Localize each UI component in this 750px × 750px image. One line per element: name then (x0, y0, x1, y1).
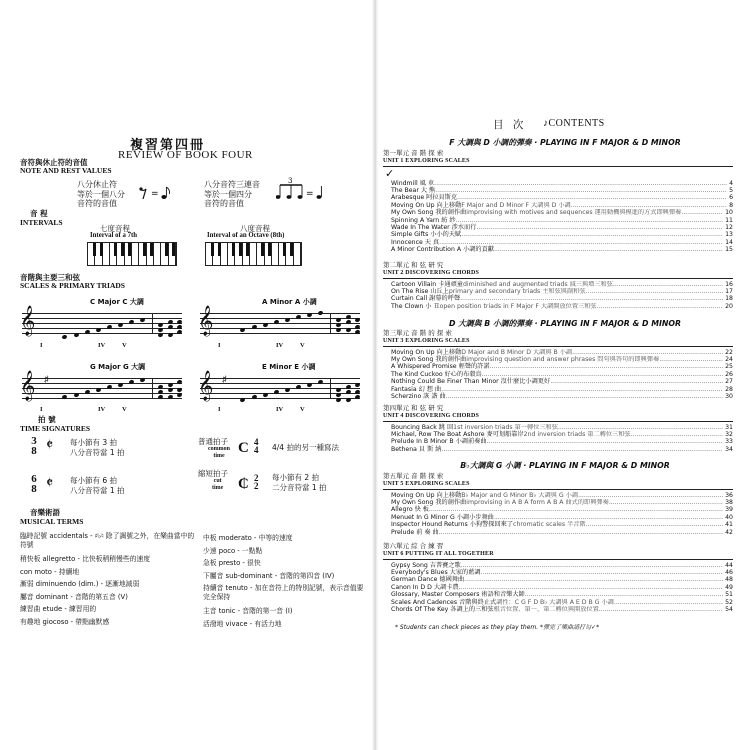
toc-page: 5 (729, 186, 733, 194)
toc-page: 8 (729, 201, 733, 209)
toc-page: 33 (725, 438, 733, 446)
toc-desc (457, 194, 727, 201)
toc-title: Fantasia 幻 想 曲 (391, 385, 442, 393)
toc-row[interactable] (391, 506, 733, 513)
toc-title: Bethena 貝 斯 納 (391, 445, 442, 453)
c-roman-i: I (40, 342, 43, 349)
term-item: 臨時記號 accidentals - ♯♭♮ 除了調號之外，在樂曲當中的符號 (20, 532, 195, 549)
octave-label-en: Interval of an Octave (8th) (207, 232, 285, 239)
seventh-label-en: Interval of a 7th (90, 232, 138, 239)
a-minor-staff (198, 306, 360, 336)
banner-d-major: D 大調與 B 小調的彈奏 · PLAYING IN F MAJOR & D MINOR (448, 319, 682, 328)
sharp-icon: ♯ (44, 374, 49, 384)
toc-title: Glossary, Master Composers 術語和音樂大師 (391, 591, 525, 599)
time-sig-3-8-num: 3 (31, 435, 37, 447)
toc-desc (550, 378, 723, 385)
g-major-staff (20, 371, 182, 401)
term-item: 活潑地 vivace - 有活力地 (203, 619, 282, 628)
e-roman-i: I (218, 406, 221, 413)
toc-desc: F Major and D Minor F 大調與 D 小調 ..... (461, 202, 727, 209)
toc-page: 30 (725, 392, 733, 400)
unit-4-title-zh: 第四單元 和 弦 研 究 (383, 404, 444, 412)
term-item: con moto - 持續地 (20, 567, 80, 576)
toc-page: 10 (725, 209, 733, 217)
unit-3 (383, 330, 733, 400)
toc-desc (441, 386, 723, 393)
time-sig-3-8-den: 8 (31, 445, 37, 457)
terms-column-2 (203, 532, 368, 630)
cut-time-en (212, 478, 223, 492)
toc-desc (464, 576, 723, 583)
toc-desc (434, 180, 727, 187)
unit-4 (383, 405, 733, 453)
note-values-heading-zh: 音符與休止符的音值 (20, 158, 88, 167)
toc-desc (460, 295, 723, 302)
common-time-desc: 4/4 拍的另一種寫法 (272, 443, 339, 452)
toc-row[interactable] (391, 202, 733, 209)
toc-row[interactable] (391, 363, 733, 370)
time-sig-6-8-den: 8 (31, 483, 37, 495)
toc-desc (482, 371, 723, 378)
eighth-rest-line-3: 音符的音值 (77, 199, 117, 208)
toc-page: 34 (725, 445, 733, 453)
term-item: 急板 presto - 很快 (203, 559, 261, 567)
time-sig-6-8-num: 6 (31, 473, 37, 485)
a-roman-i: I (218, 342, 221, 349)
time-3-8-desc-2: 八分音符當 1 拍 (70, 448, 125, 457)
cut-time-en-1: cut (213, 478, 222, 484)
eighth-rest-equals-eighth-icon (137, 185, 183, 201)
unit-1 (383, 150, 733, 254)
unit-5-title-en: UNIT 5 EXPLORING SCALES (383, 480, 470, 487)
toc-row[interactable] (391, 295, 733, 302)
toc-desc (459, 584, 723, 591)
common-time-sig (254, 438, 259, 454)
octave-keyboard (205, 242, 302, 266)
toc-page: 16 (725, 280, 733, 288)
toc-page: 54 (725, 605, 733, 613)
toc-title: Windmill 風 車 (391, 179, 435, 187)
term-item: 少速 poco - 一點點 (203, 546, 263, 555)
toc-page: 14 (725, 238, 733, 246)
cut-time-sig (254, 474, 259, 490)
toc-row[interactable] (391, 599, 733, 606)
toc-row[interactable] (391, 371, 733, 378)
common-time-zh: 普通拍子 (198, 437, 228, 446)
scales-heading-en: SCALES & PRIMARY TRIADS (20, 281, 125, 290)
a-roman-iv: IV (276, 342, 284, 349)
toc-row[interactable] (391, 529, 733, 536)
toc-row[interactable] (391, 303, 733, 310)
time-sig-3-8 (24, 436, 44, 456)
term-item: 練習曲 etude - 練習用的 (20, 605, 97, 613)
seventh-keyboard (87, 242, 177, 266)
triplet-line-3: 音符的音值 (204, 199, 244, 208)
toc-row[interactable] (391, 378, 733, 385)
toc-page: 39 (725, 506, 733, 514)
intervals-heading-zh: 音 程 (30, 209, 48, 218)
cut-time-sig-num: 2 (254, 473, 259, 483)
toc-page: 27 (725, 378, 733, 386)
footnote: * Students can check pieces as they play them. *彈完了樂曲請打勾✓* (395, 624, 600, 631)
term-item: 主音 tonic - 音階的第一音 (I) (203, 607, 293, 615)
toc-title: The Clown 小 丑 (391, 302, 440, 310)
toc-row[interactable] (391, 180, 733, 187)
intervals-heading-en: INTERVALS (20, 218, 63, 227)
cut-time-zh: 縮短拍子 (198, 469, 228, 478)
unit-1-rule (383, 166, 733, 167)
toc-title: Everybody's Blues 大家的藍調 (391, 568, 481, 576)
toc-title: My Own Song 我的創作曲 (391, 355, 467, 363)
treble-clef-icon: 𝄞 (198, 371, 214, 401)
cut-time-desc-1: 每小節有 2 拍 (272, 473, 320, 482)
toc-row[interactable] (391, 194, 733, 201)
terms-heading-en: MUSICAL TERMS (20, 517, 84, 526)
toc-title: Scherzino 詼 諧 曲 (391, 392, 446, 400)
toc-page: 26 (725, 370, 733, 378)
toc-row[interactable] (391, 349, 733, 356)
toc-desc (446, 393, 723, 400)
term-item: 稍快板 allegretto - 比快板稍稍慢些的速度 (20, 555, 151, 563)
toc-title: Chords Of The Key 各調上的三和弦 (391, 605, 494, 613)
toc-title: Menuet In G Minor G 小調小步舞曲 (391, 513, 494, 521)
common-time-sig-num: 4 (254, 437, 259, 447)
toc-row[interactable] (391, 499, 733, 506)
toc-row[interactable] (391, 521, 733, 528)
toc-row[interactable] (391, 209, 733, 216)
unit-4-rule (383, 421, 733, 422)
g-roman-v: V (122, 406, 127, 413)
cut-time-sig-den: 2 (254, 481, 259, 491)
common-time-en-1: common (208, 446, 230, 452)
a-minor-label: A Minor A 小調 (262, 298, 317, 306)
toc-row[interactable] (391, 562, 733, 569)
toc-desc (461, 562, 723, 569)
toc-desc (481, 569, 724, 576)
toc-page: 36 (725, 491, 733, 499)
toc-desc: improvising in A B A form A B A 曲式的即興彈奏 ..... (466, 499, 723, 506)
toc-desc (490, 363, 724, 370)
term-item: 有趣地 giocoso - 帶點幽默感 (20, 617, 110, 626)
toc-page: 32 (725, 430, 733, 438)
triplet-text (204, 180, 260, 209)
toc-title: German Dance 德國舞曲 (391, 576, 465, 584)
toc-page: 6 (729, 194, 733, 202)
toc-desc: 根音位置、第一、第二轉位與開放位置 ..... (494, 606, 724, 613)
review-title-en: REVIEW OF BOOK FOUR (118, 149, 253, 161)
toc-title: Gypsy Song 吉普賽之歌 (391, 561, 461, 569)
toc-page: 24 (725, 355, 733, 363)
banner-f-major: F 大調與 D 小調的彈奏 · PLAYING IN F MAJOR & D MINOR (449, 138, 681, 147)
common-time-sig-den: 4 (254, 445, 259, 455)
toc-desc (476, 224, 723, 231)
triplet-number: 3 (288, 177, 293, 185)
time-3-8-desc-1: 每小節有 3 拍 (70, 438, 118, 447)
terms-column-1 (20, 532, 195, 628)
contents-title-zh: 目 次 (493, 119, 527, 131)
toc-row[interactable] (391, 446, 733, 453)
term-item: 屬音 dominant - 音階的第五音 (V) (20, 592, 128, 601)
toc-title: Moving On Up 向上移動 (391, 348, 462, 356)
toc-desc (494, 246, 723, 253)
unit-1-title-zh: 第一單元 音 階 探 索 (383, 149, 444, 157)
toc-row[interactable] (391, 576, 733, 583)
toc-title: The Bear 大 熊 (391, 186, 436, 194)
time-heading-en: TIME SIGNATURES (20, 424, 91, 433)
unit-3-title-zh: 第三單元 音 階 的 探 索 (383, 329, 452, 337)
treble-clef-icon: 𝄞 (198, 306, 214, 336)
toc-page: 4 (729, 179, 733, 187)
unit-5 (383, 473, 733, 536)
toc-page: 31 (725, 423, 733, 431)
toc-desc (456, 217, 724, 224)
sharp-icon: ♯ (222, 374, 227, 384)
e-roman-v: V (300, 406, 305, 413)
terms-heading-zh: 音樂術語 (30, 508, 60, 517)
toc-row[interactable] (391, 386, 733, 393)
toc-title: A Minor Contribution A 小調的貢獻 (391, 246, 494, 254)
toc-row[interactable] (391, 217, 733, 224)
toc-page: 40 (725, 513, 733, 521)
toc-row[interactable] (391, 438, 733, 445)
eighth-rest-line-2: 等於一個八分 (77, 189, 125, 199)
toc-page: 38 (725, 498, 733, 506)
toc-page: 48 (725, 576, 733, 584)
unit-5-rule (383, 489, 733, 490)
seventh-label-zh: 七度音程 (100, 224, 130, 233)
toc-page: 20 (725, 302, 733, 310)
octave-label-zh: 八度音程 (240, 224, 270, 233)
eighth-rest-text (77, 180, 125, 209)
toc-desc: diminished and augmented triads 減三與增三和弦 ..... (463, 281, 723, 288)
toc-desc: 1st inversion triads 第一轉位三和弦 ..... (453, 424, 723, 431)
toc-title: Innocence 天 真 (391, 238, 440, 246)
unit-2 (383, 262, 733, 310)
toc-title: Canon In D D 大調卡農 (391, 583, 459, 591)
toc-title: Moving On Up 向上移動 (391, 201, 462, 209)
toc-desc: chromatic scales 半音階 ..... (513, 521, 723, 528)
toc-desc (439, 529, 723, 536)
unit-6 (383, 543, 733, 613)
toc-page: 25 (725, 363, 733, 371)
term-item: 持續音 tenuto - 加在音符上的特別記號，表示音值要完全保持 (203, 584, 364, 601)
toc-title: Nothing Could Be Finer Than Minor 沒什麼比小調更好 (391, 378, 551, 386)
g-major-label: G Major G 大調 (90, 363, 146, 371)
toc-row[interactable] (391, 246, 733, 253)
toc-title: Simple Gifts 小小的天賦 (391, 231, 462, 239)
toc-title: Arabesque 阿拉貝斯克 (391, 194, 458, 202)
triplet-equals-quarter-icon (276, 176, 326, 202)
toc-row[interactable] (391, 492, 733, 499)
toc-title: Curtain Call 謝幕的呼聲 (391, 295, 461, 303)
toc-title: Prelude In B Minor B 小調前奏曲 (391, 438, 487, 446)
cut-time-en-2: time (212, 485, 224, 491)
scales-heading-zh: 音階與主要三和弦 (20, 273, 80, 282)
g-roman-iv: IV (98, 406, 106, 413)
toc-title: A Whispered Promise 輕聲的許諾 (391, 363, 490, 371)
term-item: 漸弱 diminuendo (dim.) - 逐漸地減弱 (20, 580, 140, 588)
toc-desc: B♭ Major and G Minor B♭ 大調與 G 小調 ..... (461, 492, 723, 499)
unit-4-title-en: UNIT 4 DISCOVERING CHORDS (383, 412, 480, 419)
toc-desc: D Major and B Minor D 大調與 B 小調 ..... (461, 349, 723, 356)
toc-title: Bouncing Back 跳 回 (391, 423, 454, 431)
toc-row[interactable] (391, 584, 733, 591)
toc-page: 46 (725, 568, 733, 576)
c-roman-iv: IV (98, 342, 106, 349)
unit-2-title-zh: 第二單元 和 弦 研 究 (383, 261, 444, 269)
toc-page: 52 (725, 598, 733, 606)
toc-page: 13 (725, 231, 733, 239)
svg-text:=: = (306, 189, 314, 199)
toc-page: 11 (725, 216, 733, 224)
triplet-line-2: 等於一個四分 (204, 189, 252, 199)
toc-row[interactable] (391, 393, 733, 400)
toc-page: 12 (725, 223, 733, 231)
unit-1-title-en: UNIT 1 EXPLORING SCALES (383, 157, 470, 164)
toc-row[interactable] (391, 591, 733, 598)
toc-page: 22 (725, 348, 733, 356)
toc-page: 15 (725, 246, 733, 254)
toc-page: 49 (725, 583, 733, 591)
toc-title: Spinning A Yarn 紡 紗 (391, 216, 456, 224)
common-time-icon: C (238, 440, 249, 456)
unit-2-rule (383, 278, 733, 279)
unit-5-title-zh: 第五單元 音 階 探 索 (383, 472, 444, 480)
unit-6-title-en: UNIT 6 PUTTING IT ALL TOGETHER (383, 550, 494, 557)
toc-desc: primary and secondary triads 主和弦與副和弦 ..... (449, 288, 723, 295)
toc-desc (429, 506, 723, 513)
contents-title-en: ♪CONTENTS (543, 118, 605, 129)
toc-desc: improvising with motives and sequences 運用動機與模進的方式即興彈奏 ..... (466, 209, 723, 216)
e-roman-iv: IV (276, 406, 284, 413)
cut-time-icon: ₵ (238, 476, 249, 492)
toc-desc: improvising question and answer phrases 問句與答句的即興彈奏 ..... (466, 356, 723, 363)
time-6-8-desc-2: 八分音符當 1 拍 (70, 486, 125, 495)
toc-desc (525, 591, 723, 598)
toc-page: 18 (725, 295, 733, 303)
toc-title: My Own Song 我的創作曲 (391, 209, 467, 217)
common-time-en (208, 446, 230, 460)
toc-page: 44 (725, 561, 733, 569)
c-major-label: C Major C 大調 (90, 298, 144, 306)
toc-desc: 調性：C G F D B♭ 大調與 A E D B G 小調 ..... (496, 599, 723, 606)
right-page (375, 0, 750, 750)
toc-title: Allegro 快 板 (391, 506, 429, 514)
toc-title: Wade In The Water 涉水而行 (391, 223, 477, 231)
unit-3-rule (383, 346, 733, 347)
cut-time-desc-2: 二分音符當 1 拍 (272, 483, 327, 492)
toc-title: Moving On Up 向上移動 (391, 491, 462, 499)
toc-title: Prelude 前 奏 曲 (391, 528, 439, 536)
unit-3-title-en: UNIT 3 EXPLORING SCALES (383, 337, 470, 344)
toc-page: 28 (725, 385, 733, 393)
toc-desc: open position triads in F Major F 大調開放位置三和弦 ..... (440, 303, 724, 310)
time-6-8-desc (70, 476, 125, 496)
toc-row[interactable] (391, 424, 733, 431)
toc-title: Inspector Hound Returns 小狗警探回來了 (391, 521, 514, 529)
c-major-staff (20, 306, 182, 336)
toc-page: 41 (725, 521, 733, 529)
toc-row[interactable] (391, 281, 733, 288)
toc-title: Scales And Cadences 音階與終止式 (391, 598, 497, 606)
time-3-8-desc (70, 438, 125, 458)
toc-title: The Kind Cuckoo 好心的布穀鳥 (391, 370, 482, 378)
toc-page: 42 (725, 528, 733, 536)
time-heading-zh: 拍 號 (38, 415, 56, 424)
common-time-en-2: time (213, 453, 225, 459)
toc-desc: 2nd inversion triads 第二轉位三和弦 ..... (524, 431, 723, 438)
triplet-line-1: 八分音符三連音 (204, 180, 260, 189)
note-values-heading-en: NOTE AND REST VALUES (20, 166, 112, 175)
toc-desc (461, 231, 723, 238)
cut-time-desc (272, 473, 327, 493)
banner-bb-major: B♭大調與 G 小調 · PLAYING IN F MAJOR & D MINOR (460, 461, 670, 470)
unit-6-title-zh: 第六單元 綜 合 練 習 (383, 542, 444, 550)
toc-title: Michael, Row The Boat Ashore 麥可划船靠岸 (391, 430, 524, 438)
unit-6-rule (383, 559, 733, 560)
svg-text:=: = (151, 189, 159, 199)
c-roman-v: V (122, 342, 127, 349)
unit-2-title-en: UNIT 2 DISCOVERING CHORDS (383, 269, 480, 276)
time-sig-6-8 (24, 474, 44, 494)
check-mark-icon: ✓ (385, 167, 395, 180)
treble-clef-icon: 𝄞 (20, 306, 36, 336)
left-page: 複習第四冊 REVIEW OF BOOK FOUR 音符與休止符的音值 NOTE AND REST VALUES 八分休止符 等於一個八分 音符的音值 = 八分音符三連音 等於一個四分 音符的音值 3 = 音 程 INTERVALS 七度音程 Interval of a 7th 八度音程 Interval of an Octave (8th) 音階與主要三和弦 SCALES & PRIMARY TRIADS C Major C 大調 A Minor A 小調 G Major G 大調 E Minor E 小調 𝄞 I IV V 𝄞 I IV V 𝄞 ♯ I IV V 𝄞 ♯ I IV V 拍 號 TIME SIGNATURES 3 8 𝄵 每小節有 3 拍 八分音符當 1 拍 6 8 𝄵 每小節有 6 拍 八分音符當 1 拍 普通拍子 common time C 4 4 4/4 拍的另一種寫法 縮短拍子 cut time ₵ 2 2 每小節有 2 拍 二分音符當 1 拍 音樂術語 MUSICAL TERMS 臨時記號 accidentals - ♯♭♮ 除了調號之外，在樂曲當中的符號 稍快板 allegretto - 比快板稍稍慢些的速度 con moto - 持續地 漸弱 diminuendo (dim.) - 逐漸地減弱 屬音 dominant - 音階的第五音 (V) 練習曲 etude - 練習用的 有趣地 giocoso - 帶點幽默感 中板 moderato - 中等的速度 少速 poco - 一點點 急板 presto - 很快 下屬音 sub-dominant - 音階的第四音 (IV) 持續音 tenuto - 加在音符上的特別記號，表示音值要完全保持 主音 tonic - 音階的第一音 (I) 活潑地 vivace - 有活力地 (0, 0, 375, 750)
toc-title: On The Rise 山丘上 (391, 287, 449, 295)
toc-row[interactable] (391, 514, 733, 521)
toc-desc (441, 446, 723, 453)
g-roman-i: I (40, 406, 43, 413)
e-minor-label: E Minor E 小調 (262, 363, 316, 371)
toc-row[interactable] (391, 231, 733, 238)
toc-title: My Own Song 我的創作曲 (391, 498, 467, 506)
toc-page: 17 (725, 287, 733, 295)
time-6-8-desc-1: 每小節有 6 拍 (70, 476, 118, 485)
toc-desc (487, 438, 724, 445)
treble-clef-icon: 𝄞 (20, 371, 36, 401)
toc-title: Cartoon Villain 卡通頑童 (391, 280, 463, 288)
toc-page: 51 (725, 591, 733, 599)
toc-desc (435, 187, 727, 194)
term-item: 中板 moderato - 中等的速度 (203, 534, 293, 542)
term-item: 下屬音 sub-dominant - 音階的第四音 (IV) (203, 571, 335, 580)
e-minor-staff (198, 371, 360, 401)
a-roman-v: V (300, 342, 305, 349)
toc-row[interactable] (391, 606, 733, 613)
eighth-rest-line-1: 八分休止符 (77, 180, 117, 189)
toc-desc (494, 514, 723, 521)
review-title-zh: 複習第四冊 (130, 138, 206, 153)
